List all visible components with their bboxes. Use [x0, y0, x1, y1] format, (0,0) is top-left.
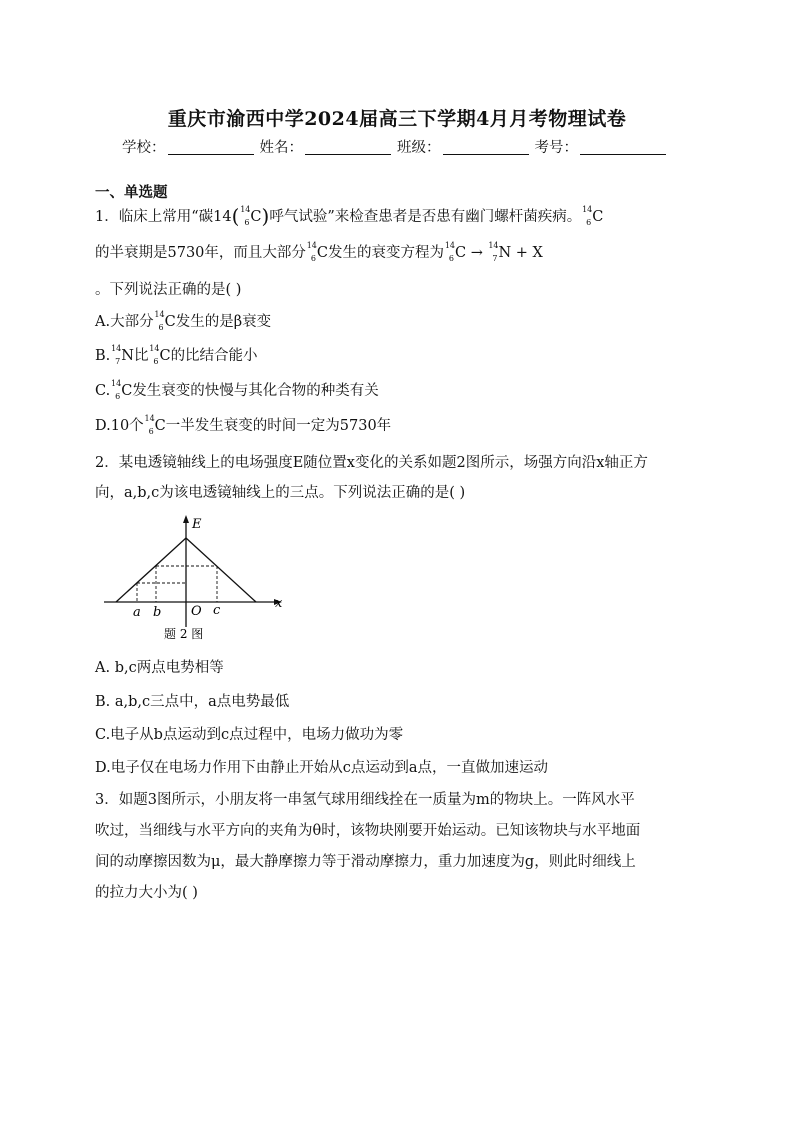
q3-line-1: 3．如题3图所示，小朋友将一串氢气球用细线拴在一质量为m的物块上。一阵风水平: [95, 792, 635, 808]
class-label: 班级：: [397, 140, 441, 156]
e-curve-right: [186, 538, 256, 602]
q1-option-d[interactable]: D.10个 14 6 C一半发生衰变的时间一定为5730年: [95, 414, 392, 436]
q1-line-3: 。下列说法正确的是( ): [95, 282, 242, 298]
student-info-line: [0, 136, 794, 157]
school-label: 学校：: [122, 140, 166, 156]
q1-option-c[interactable]: C. 14 6 C发生衰变的快慢与其化合物的种类有关: [95, 379, 379, 401]
n14-nuclide: 14 7: [488, 241, 499, 263]
class-blank[interactable]: [443, 140, 529, 155]
c14-nuclide: 14 6: [240, 205, 251, 227]
exam-number-label: 考号：: [534, 140, 578, 156]
point-c-label: c: [213, 603, 221, 618]
q2-line-1: 2．某电透镜轴线上的电场强度E随位置x变化的关系如题2图所示，场强方向沿x轴正方: [95, 455, 648, 471]
name-label: 姓名：: [259, 140, 303, 156]
school-blank[interactable]: [168, 140, 254, 155]
y-axis-label: E: [192, 517, 202, 532]
q2-option-d[interactable]: D.电子仅在电场力作用下由静止开始从c点运动到a点，一直做加速运动: [95, 760, 548, 776]
point-a-label: a: [133, 605, 141, 620]
q1-line-1: 1．临床上常用“碳14( 14 6 C)呼气试验”来检查患者是否患有幽门螺杆菌疾病。 14 6 C: [95, 204, 604, 228]
section-title: 一、单选题: [95, 184, 168, 201]
q1-option-a[interactable]: A.大部分 14 6 C发生的是β衰变: [95, 310, 272, 332]
q2-option-a[interactable]: A. b,c两点电势相等: [95, 660, 224, 676]
exam-title: 重庆市渝西中学2024届高三下学期4月月考物理试卷: [167, 108, 627, 130]
x-axis-label: x: [275, 596, 283, 611]
q2-option-b[interactable]: B. a,b,c三点中，a点电势最低: [95, 694, 290, 710]
q3-line-4: 的拉力大小为( ): [95, 885, 198, 901]
q2-figure: [104, 515, 294, 649]
figure-caption: 题 2 图: [164, 627, 204, 641]
q1-option-b[interactable]: B. 14 7 N比 14 6 C的比结合能小: [95, 344, 258, 366]
origin-label: O: [191, 604, 202, 619]
e-x-graph: [104, 515, 294, 645]
q3-line-3: 间的动摩擦因数为μ，最大静摩擦力等于滑动摩擦力，重力加速度为g，则此时细线上: [95, 854, 636, 870]
e-curve-left: [116, 538, 186, 602]
exam-number-blank[interactable]: [580, 140, 666, 155]
q3-line-2: 吹过，当细线与水平方向的夹角为θ时，该物块刚要开始运动。已知该物块与水平地面: [95, 823, 641, 839]
y-axis-arrow-icon: [183, 515, 189, 523]
point-b-label: b: [153, 605, 162, 620]
q1-line-2: 的半衰期是5730年，而且大部分 14 6 C发生的衰变方程为 14 6 C → 14 7 N + X: [95, 241, 543, 263]
q2-line-2: 向，a,b,c为该电透镜轴线上的三点。下列说法正确的是( ): [95, 485, 466, 501]
c14-nuclide: 14 6: [582, 205, 593, 227]
q2-option-c[interactable]: C.电子从b点运动到c点过程中，电场力做功为零: [95, 727, 404, 743]
reaction-arrow-icon: →: [466, 245, 488, 261]
c14-nuclide: 14 6: [306, 241, 317, 263]
c14-nuclide: 14 6: [444, 241, 456, 263]
name-blank[interactable]: [305, 140, 391, 155]
